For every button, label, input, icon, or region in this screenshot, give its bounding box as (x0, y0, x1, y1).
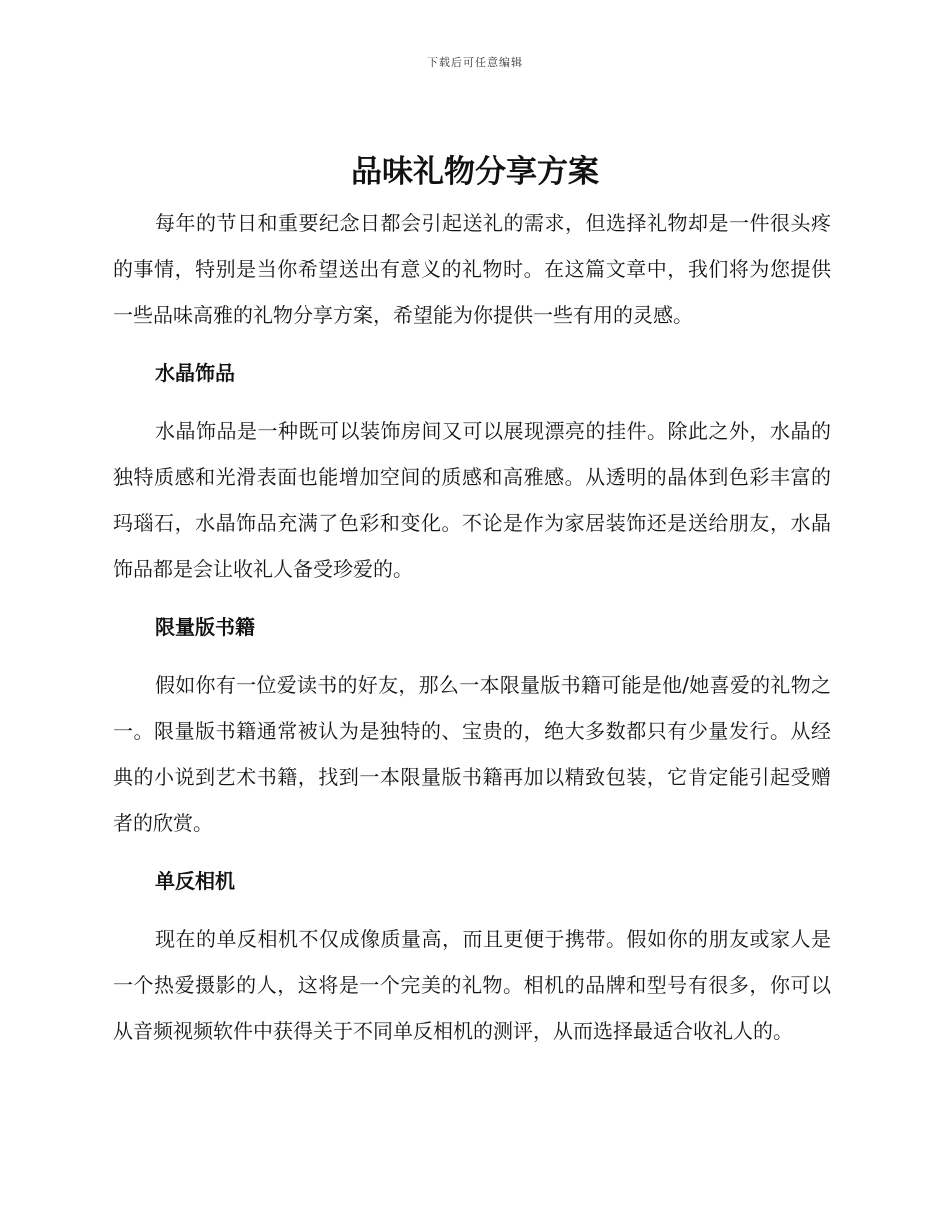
section-heading-crystal: 水晶饰品 (155, 361, 235, 385)
section-body-crystal: 水晶饰品是一种既可以装饰房间又可以展现漂亮的挂件。除此之外，水晶的独特质感和光滑表面也能增加空间的质感和高雅感。从透明的晶体到色彩丰富的玛瑙石，水晶饰品充满了色彩和变化。不论是作为家居装饰还是送给朋友，水晶饰品都是会让收礼人备受珍爱的。 (113, 419, 831, 581)
section-heading-dslr-camera: 单反相机 (155, 869, 235, 893)
intro-paragraph: 每年的节日和重要纪念日都会引起送礼的需求，但选择礼物却是一件很头疼的事情，特别是当你希望送出有意义的礼物时。在这篇文章中，我们将为您提供一些品味高雅的礼物分享方案，希望能为你提供一些有用的灵感。 (113, 211, 831, 327)
section-body-dslr-camera: 现在的单反相机不仅成像质量高，而且更便于携带。假如你的朋友或家人是一个热爱摄影的人，这将是一个完美的礼物。相机的品牌和型号有很多，你可以从音频视频软件中获得关于不同单反相机的测评，从而选择最适合收礼人的。 (113, 927, 831, 1043)
section-heading-limited-books: 限量版书籍 (155, 615, 255, 639)
document-body (113, 200, 831, 1054)
section-body-limited-books: 假如你有一位爱读书的好友，那么一本限量版书籍可能是他/她喜爱的礼物之一。限量版书籍通常被认为是独特的、宝贵的，绝大多数都只有少量发行。从经典的小说到艺术书籍，找到一本限量版书籍再加以精致包装，它肯定能引起受赠者的欣赏。 (113, 673, 831, 835)
header-note: 下载后可任意编辑 (427, 56, 523, 69)
document-title: 品味礼物分享方案 (351, 154, 599, 190)
